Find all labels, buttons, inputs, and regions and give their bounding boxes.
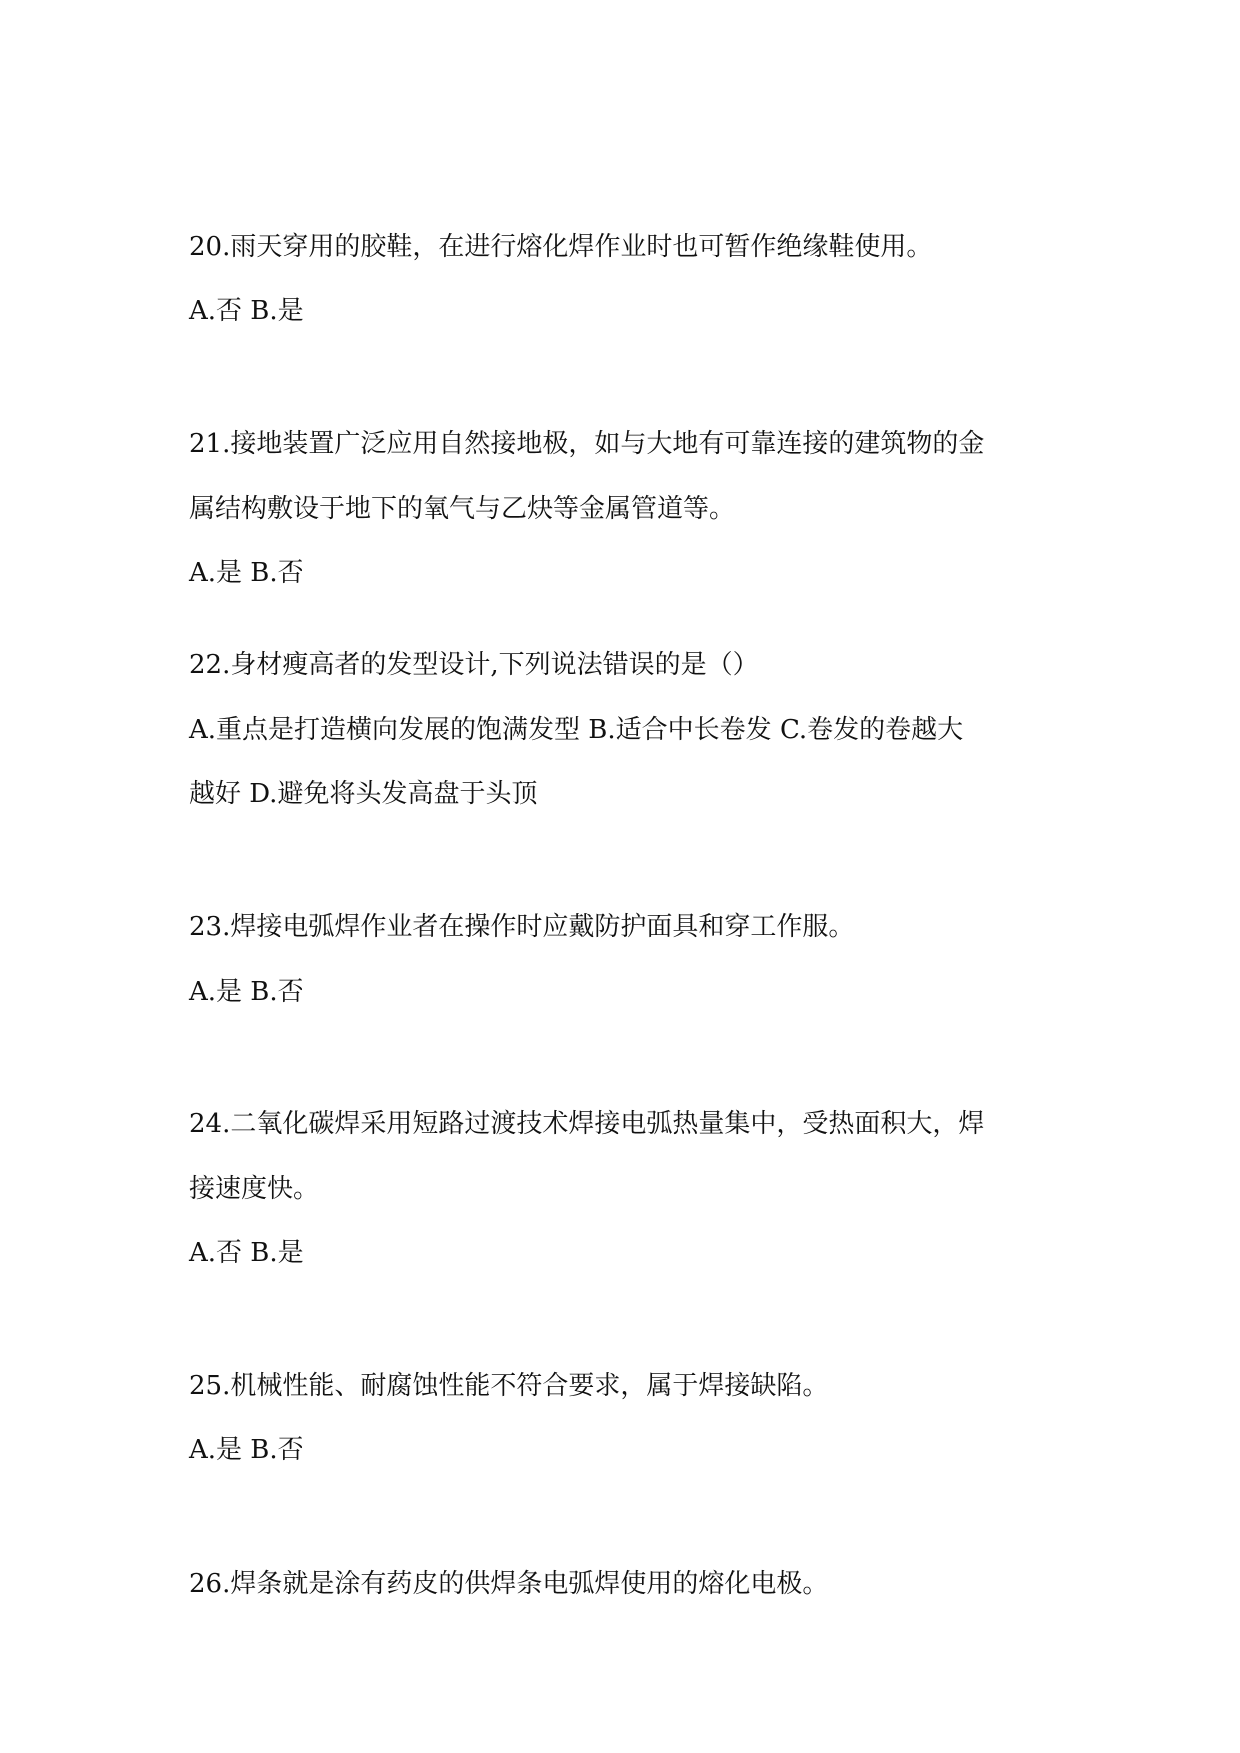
question-26-text: 26.焊条就是涂有药皮的供焊条电弧焊使用的熔化电极。: [189, 1569, 829, 1599]
question-24-text-line-1: 24.二氧化碳焊采用短路过渡技术焊接电弧热量集中，受热面积大，焊: [189, 1109, 985, 1139]
question-22-text: 22.身材瘦高者的发型设计,下列说法错误的是（）: [189, 650, 759, 680]
question-21-text-line-1: 21.接地装置广泛应用自然接地极，如与大地有可靠连接的建筑物的金: [189, 429, 985, 459]
question-25-text: 25.机械性能、耐腐蚀性能不符合要求，属于焊接缺陷。: [189, 1371, 829, 1401]
question-25-options: A.是 B.否: [189, 1435, 304, 1465]
question-21-text-line-2: 属结构敷设于地下的氧气与乙炔等金属管道等。: [189, 494, 736, 524]
question-20-options: A.否 B.是: [189, 296, 304, 326]
question-24-options: A.否 B.是: [189, 1238, 304, 1268]
question-20-text: 20.雨天穿用的胶鞋，在进行熔化焊作业时也可暂作绝缘鞋使用。: [189, 232, 933, 262]
question-24-text-line-2: 接速度快。: [189, 1174, 320, 1204]
question-22-options-line-2: 越好 D.避免将头发高盘于头顶: [189, 779, 538, 809]
question-21-options: A.是 B.否: [189, 558, 304, 588]
question-22-options-line-1: A.重点是打造横向发展的饱满发型 B.适合中长卷发 C.卷发的卷越大: [189, 715, 964, 745]
question-23-text: 23.焊接电弧焊作业者在操作时应戴防护面具和穿工作服。: [189, 912, 855, 942]
question-23-options: A.是 B.否: [189, 977, 304, 1007]
